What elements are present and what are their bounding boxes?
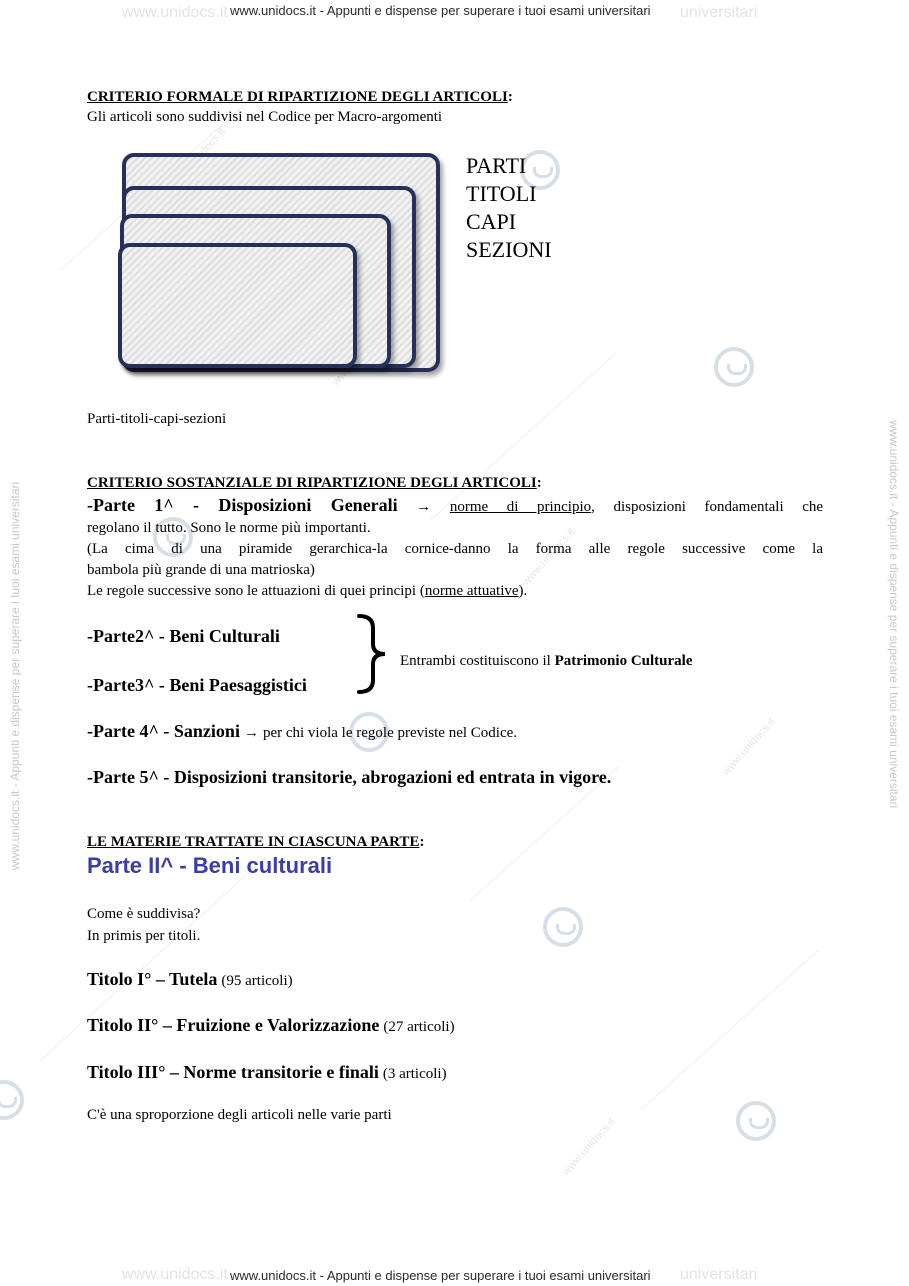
section2-heading bbox=[87, 474, 542, 492]
parte1-underlined: norme di principio bbox=[449, 499, 592, 515]
parte1-last-post: ). bbox=[518, 583, 528, 599]
label-titoli: TITOLI bbox=[466, 181, 537, 206]
footer-ghost-right: universitari bbox=[680, 1266, 758, 1283]
diagram-caption: Parti-titoli-capi-sezioni bbox=[87, 411, 227, 427]
watermark-diag-text: www.unidocs.it bbox=[560, 1115, 618, 1179]
heading-colon: : bbox=[507, 89, 513, 105]
section1-heading-text: CRITERIO FORMALE DI RIPARTIZIONE DEGLI ARTICOLI bbox=[87, 89, 508, 105]
titolo-row bbox=[87, 1062, 447, 1083]
section2-heading-text: CRITERIO SOSTANZIALE DI RIPARTIZIONE DEGLI ARTICOLI bbox=[87, 475, 537, 491]
watermark-diag-text: www.unidocs.it bbox=[520, 525, 578, 589]
heading-colon: : bbox=[419, 834, 425, 850]
parte1-last-underlined: norme attuative bbox=[424, 583, 519, 599]
question-1: Come è suddivisa? bbox=[87, 906, 201, 922]
label-parti: PARTI bbox=[466, 153, 527, 178]
parte2-line: -Parte2^ - Beni Culturali bbox=[87, 626, 280, 646]
footer-ghost-left: www.unidocs.it bbox=[122, 1266, 228, 1283]
watermark-line bbox=[640, 949, 819, 1110]
curly-brace-icon bbox=[355, 612, 391, 696]
watermark-logo-icon bbox=[714, 347, 754, 387]
parte1-line2: regolano il tutto. Sono le norme più importanti. bbox=[87, 520, 371, 536]
right-side-watermark: www.unidocs.it - Appunti e dispense per superare i tuoi esami universitari bbox=[887, 420, 901, 809]
parte1-rest: , disposizioni fondamentali che bbox=[591, 499, 824, 515]
watermark-diag-text: www.unidocs.it bbox=[720, 715, 778, 779]
parte4-line bbox=[87, 721, 517, 742]
heading-colon: : bbox=[536, 475, 542, 491]
titolo-label: Titolo II° – Fruizione e Valorizzazione bbox=[87, 1015, 380, 1035]
left-side-watermark: www.unidocs.it - Appunti e dispense per superare i tuoi esami universitari bbox=[8, 481, 22, 870]
brace-text-pre: Entrambi costituiscono il bbox=[400, 653, 555, 669]
titolo-label: Titolo I° – Tutela bbox=[87, 969, 218, 989]
parte1-last bbox=[87, 583, 527, 600]
parte1-paren2: bambola più grande di una matrioska) bbox=[87, 562, 315, 578]
titolo-count: (95 articoli) bbox=[221, 973, 293, 989]
parte4-label: -Parte 4^ - Sanzioni bbox=[87, 721, 240, 741]
section3-heading bbox=[87, 833, 424, 851]
parte4-rest: per chi viola le regole previste nel Codice. bbox=[262, 725, 518, 741]
label-capi: CAPI bbox=[466, 209, 517, 234]
footer-banner: www.unidocs.it - Appunti e dispense per superare i tuoi esami universitari bbox=[230, 1268, 651, 1283]
question-2: In primis per titoli. bbox=[87, 928, 201, 944]
arrow-icon: → bbox=[416, 499, 432, 515]
parte1-paren1: (La cima di una piramide gerarchica-la cornice-danno la forma alle regole successive come la bbox=[87, 541, 823, 557]
parte1-label: -Parte 1^ - Disposizioni Generali bbox=[87, 495, 398, 515]
parte1-last-pre: Le regole successive sono le attuazioni di quei principi ( bbox=[87, 583, 425, 599]
section1-heading bbox=[87, 88, 513, 106]
titolo-row bbox=[87, 1015, 455, 1036]
label-sezioni: SEZIONI bbox=[466, 237, 552, 262]
closing-line: C'è una sproporzione degli articoli nelle varie parti bbox=[87, 1107, 392, 1123]
section3-heading-text: LE MATERIE TRATTATE IN CIASCUNA PARTE bbox=[87, 834, 420, 850]
header-ghost-text: www.unidocs.it bbox=[122, 4, 228, 21]
arrow-icon: → bbox=[243, 725, 259, 741]
parte5-line: -Parte 5^ - Disposizioni transitorie, abrogazioni ed entrata in vigore. bbox=[87, 767, 612, 787]
watermark-logo-icon bbox=[543, 907, 583, 947]
watermark-logo-icon bbox=[736, 1101, 776, 1141]
titolo-row bbox=[87, 969, 293, 990]
header-banner: www.unidocs.it - Appunti e dispense per superare i tuoi esami universitari bbox=[230, 3, 651, 18]
brace-text bbox=[400, 653, 692, 670]
titolo-label: Titolo III° – Norme transitorie e finali bbox=[87, 1062, 379, 1082]
titolo-count: (27 articoli) bbox=[383, 1019, 455, 1035]
watermark-logo-icon bbox=[0, 1080, 24, 1120]
section3-subtitle: Parte II^ - Beni culturali bbox=[87, 853, 333, 878]
brace-text-bold: Patrimonio Culturale bbox=[554, 653, 693, 669]
diagram-labels bbox=[466, 152, 552, 264]
header-ghost-right: universitari bbox=[680, 4, 758, 21]
parte3-line: -Parte3^ - Beni Paesaggistici bbox=[87, 675, 307, 695]
box-sezioni bbox=[118, 243, 357, 368]
parte1-line1 bbox=[87, 495, 823, 516]
titolo-count: (3 articoli) bbox=[382, 1066, 447, 1082]
section1-intro: Gli articoli sono suddivisi nel Codice per Macro-argomenti bbox=[87, 109, 443, 125]
